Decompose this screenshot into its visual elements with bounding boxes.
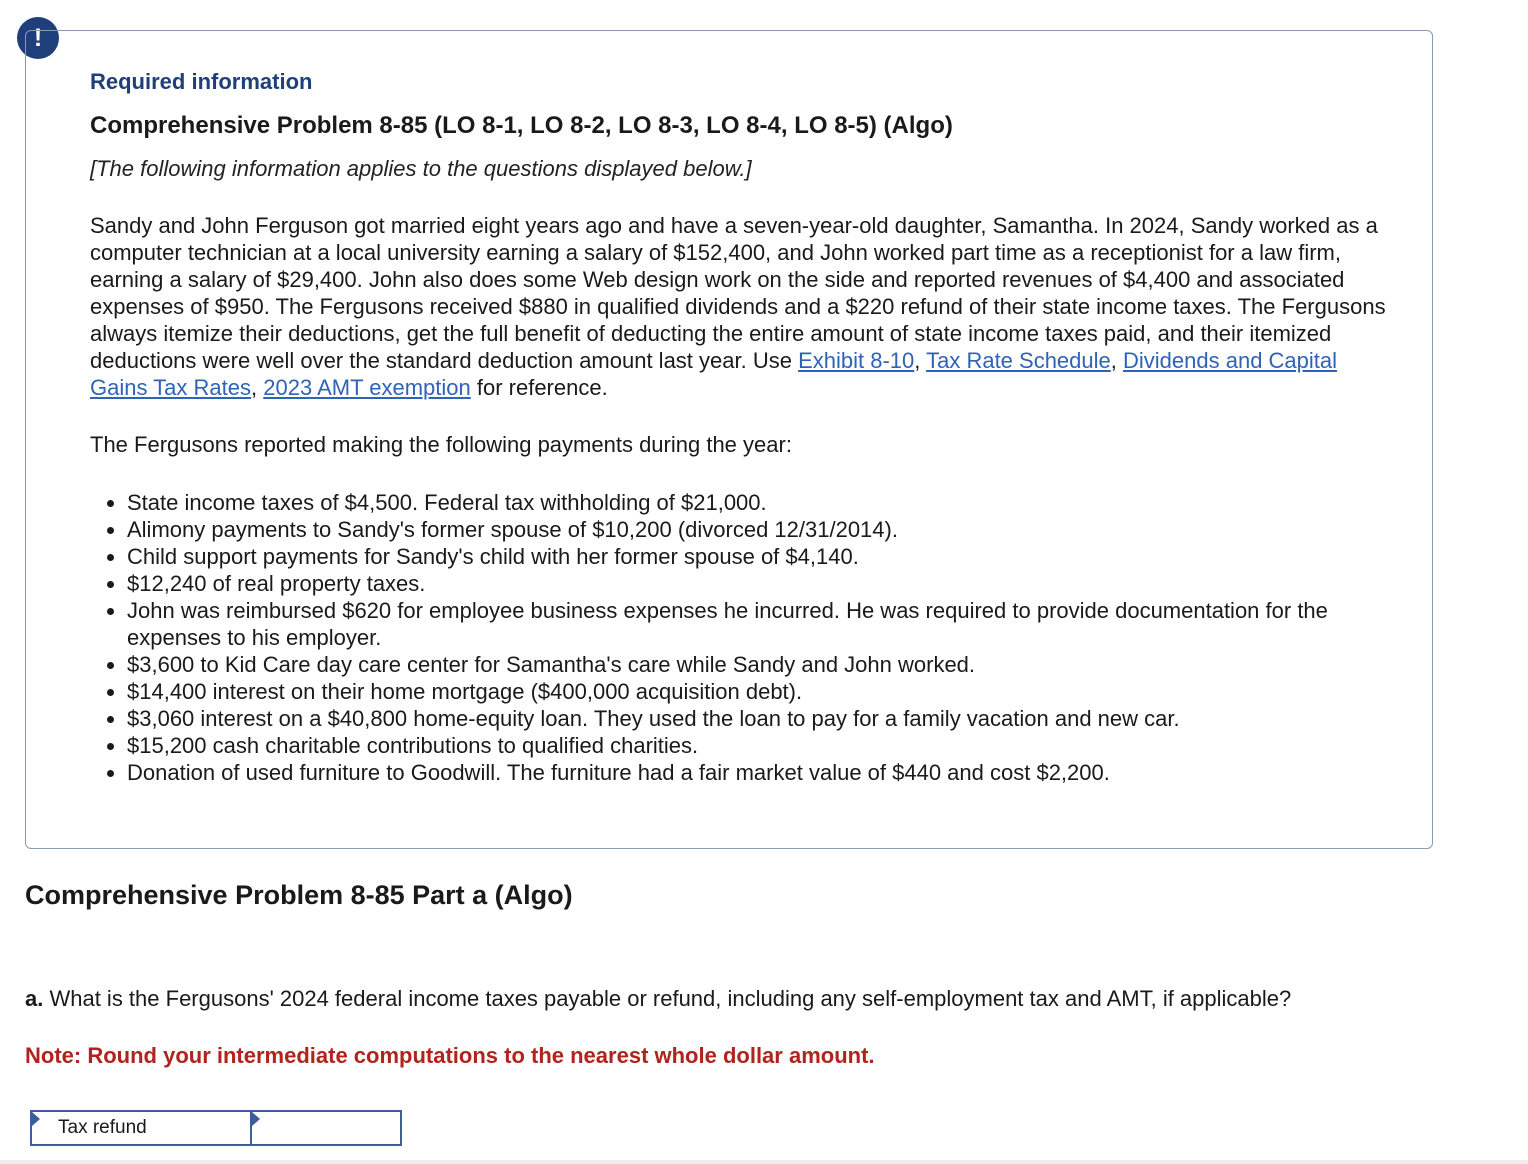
payments-intro: The Fergusons reported making the following payments during the year: [90, 432, 792, 457]
required-information-panel [25, 30, 1433, 849]
paragraph-end: for reference. [470, 375, 608, 400]
dropdown-marker-icon [32, 1112, 40, 1126]
part-title: Comprehensive Problem 8-85 Part a (Algo) [25, 880, 573, 910]
link-separator: , [1110, 348, 1123, 373]
list-item: • Donation of used furniture to Goodwill. The furniture had a fair market value of $440 and cost $2,200. [127, 759, 1387, 786]
answer-row [30, 1110, 402, 1146]
list-item: • $14,400 interest on their home mortgage ($400,000 acquisition debt). [127, 678, 1387, 705]
list-item: • $3,600 to Kid Care day care center for Samantha's care while Sandy and John worked. [127, 651, 1387, 678]
question-body: What is the Fergusons' 2024 federal income taxes payable or refund, including any self-employment tax and AMT, if applicable? [43, 986, 1292, 1011]
link-separator: , [251, 375, 264, 400]
problem-paragraph [90, 212, 1390, 401]
tax-rate-schedule-link[interactable]: Tax Rate Schedule [926, 348, 1111, 373]
list-item: • State income taxes of $4,500. Federal tax withholding of $21,000. [127, 489, 1387, 516]
list-item: • $3,060 interest on a $40,800 home-equity loan. They used the loan to pay for a family vacation and new car. [127, 705, 1387, 732]
alert-glyph: ! [33, 24, 43, 52]
problem-title: Comprehensive Problem 8-85 (LO 8-1, LO 8-2, LO 8-3, LO 8-4, LO 8-5) (Algo) [90, 112, 953, 139]
list-item: • Child support payments for Sandy's child with her former spouse of $4,140. [127, 543, 1387, 570]
list-item: • $15,200 cash charitable contributions to qualified charities. [127, 732, 1387, 759]
rounding-note: Note: Round your intermediate computations to the nearest whole dollar amount. [25, 1043, 875, 1068]
exhibit-8-10-link[interactable]: Exhibit 8-10 [798, 348, 915, 373]
page-bottom-divider [0, 1160, 1528, 1164]
applies-note: [The following information applies to the questions displayed below.] [90, 156, 752, 181]
question-text [25, 986, 1291, 1012]
tax-refund-input[interactable] [252, 1112, 400, 1144]
answer-input-cell[interactable] [252, 1112, 400, 1144]
dividends-capital-gains-link[interactable]: Dividends and Capital Gains Tax Rates [90, 348, 1338, 400]
list-item: • Alimony payments to Sandy's former spouse of $10,200 (divorced 12/31/2014). [127, 516, 1387, 543]
input-marker-icon [252, 1112, 260, 1126]
answer-label: Tax refund [58, 1117, 147, 1138]
payments-list [127, 489, 1387, 786]
amt-exemption-link[interactable]: 2023 AMT exemption [263, 375, 471, 400]
link-separator: , [914, 348, 927, 373]
required-information-heading: Required information [90, 69, 313, 94]
question-prefix: a. [25, 986, 44, 1011]
answer-label-cell[interactable] [32, 1112, 252, 1144]
list-item: • $12,240 of real property taxes. [127, 570, 1387, 597]
list-item: • John was reimbursed $620 for employee business expenses he incurred. He was required to provide documentation for the expenses to his employer. [127, 597, 1387, 651]
paragraph-text: Sandy and John Ferguson got married eight years ago and have a seven-year-old daughter, Samantha. In 2024, Sandy worked as a computer technician at a local university earning a salary of $152,400, and John worked part time as a receptionist for a law firm, earning a salary of $29,400. John also does some Web design work on the side and reported revenues of $4,400 and associated expenses of $950. The Fergusons received $880 in qualified dividends and a $220 refund of their state income taxes. The Fergusons always itemize their deductions, get the full benefit of deducting the entire amount of state income taxes paid, and their itemized deductions were well over the standard deduction amount last year. Use [90, 213, 1386, 373]
